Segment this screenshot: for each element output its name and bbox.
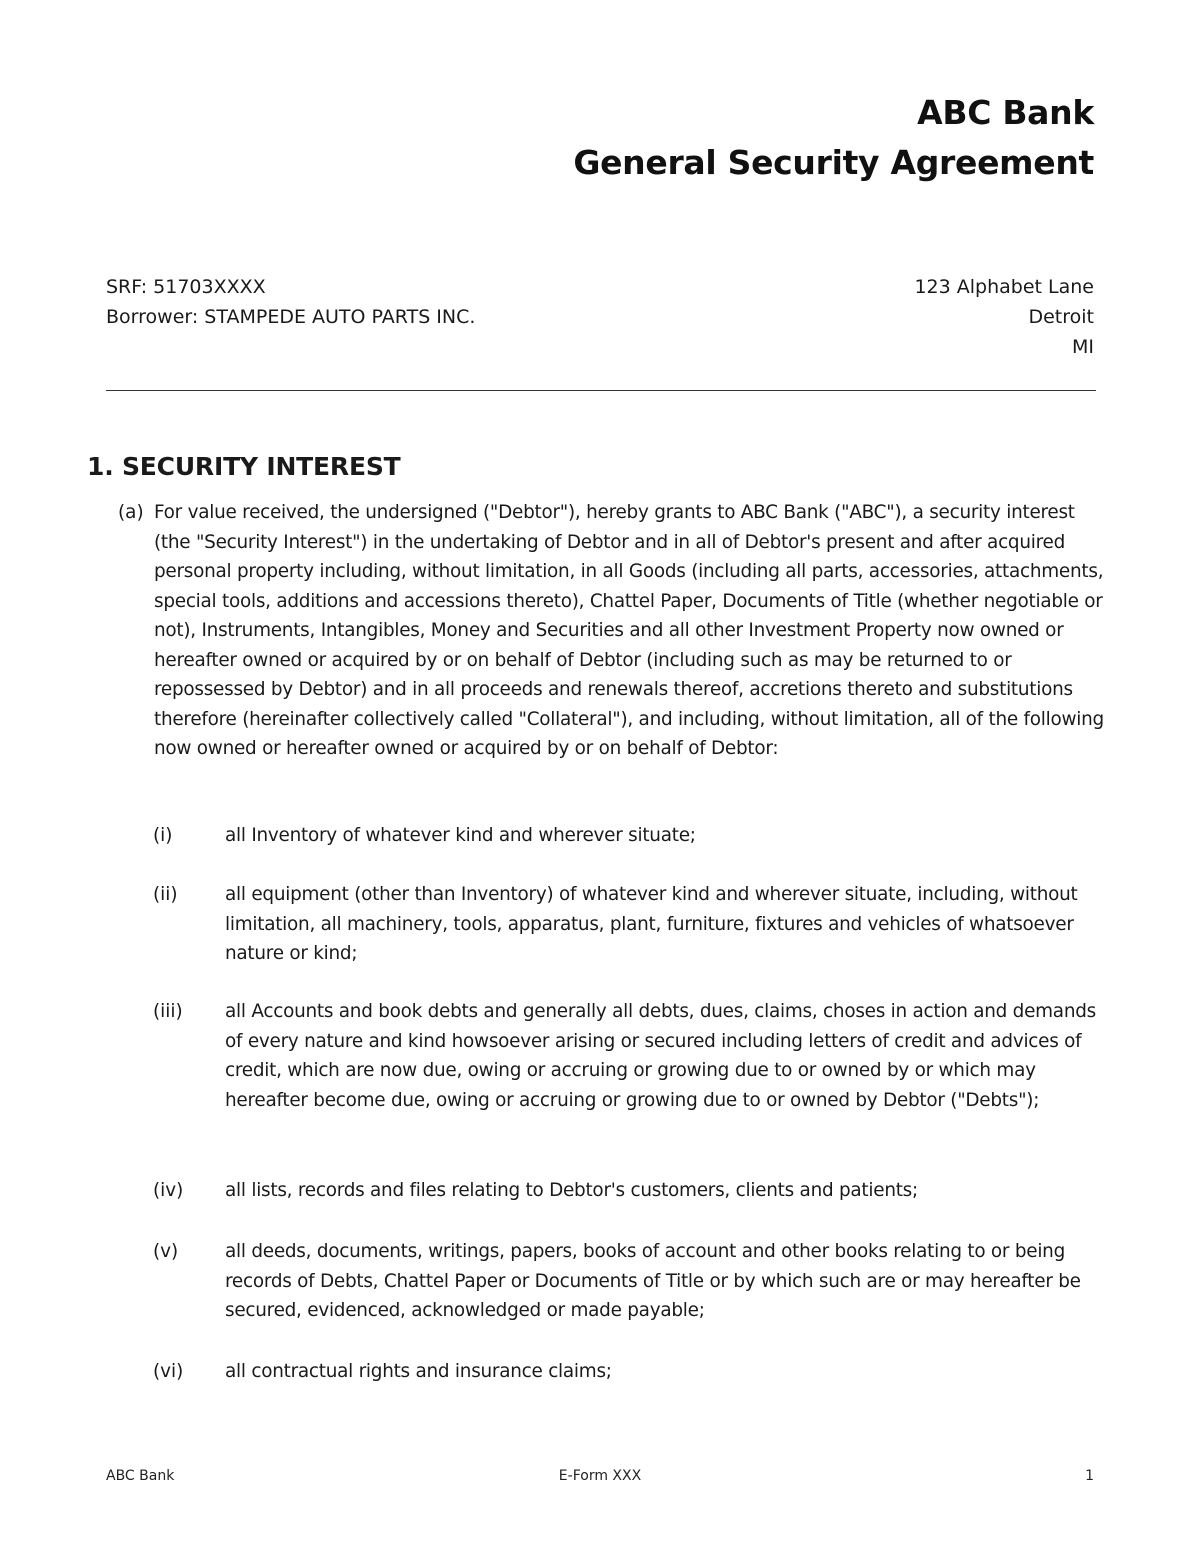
borrower-name: Borrower: STAMPEDE AUTO PARTS INC.	[106, 306, 476, 328]
list-item	[153, 1237, 1113, 1326]
reference-block	[106, 272, 475, 332]
list-item-text: all Accounts and book debts and generally all debts, dues, claims, choses in action and demands of every nature and kind howsoever arising or secured including letters of credit and advices of credit, which are now due, owing or accruing or growing due to or owned by or which may hereafter become due, owing or accruing or growing due to or owned by Debtor ("Debts");	[225, 1001, 1096, 1111]
paragraph-a	[118, 498, 1108, 764]
list-item-text: all contractual rights and insurance claims;	[225, 1361, 612, 1382]
list-item	[153, 997, 1113, 1115]
list-item-text: all deeds, documents, writings, papers, books of account and other books relating to or being records of Debts, Chattel Paper or Documents of Title or by which such are or may hereafter be secured, evidenced, acknowledged or made payable;	[225, 1241, 1081, 1321]
bank-name: ABC Bank	[917, 93, 1094, 132]
list-item-text: all Inventory of whatever kind and wherever situate;	[225, 825, 696, 846]
list-item-marker: (iii)	[153, 1001, 183, 1022]
address-street: 123 Alphabet Lane	[914, 276, 1094, 298]
list-item-marker: (vi)	[153, 1361, 184, 1382]
section-heading: 1. SECURITY INTEREST	[87, 452, 401, 481]
address-state: MI	[1072, 336, 1094, 358]
list-item-marker: (i)	[153, 825, 173, 846]
list-item-text: all lists, records and files relating to Debtor's customers, clients and patients;	[225, 1180, 918, 1201]
srf-number: SRF: 51703XXXX	[106, 276, 266, 298]
footer-form-id: E-Form XXX	[558, 1468, 642, 1484]
address-block	[914, 272, 1094, 362]
list-item-marker: (v)	[153, 1241, 179, 1262]
paragraph-text: For value received, the undersigned ("Debtor"), hereby grants to ABC Bank ("ABC"), a security interest (the "Security Interest") in the undertaking of Debtor and in all of Debtor's present and after acquired personal property including, without limitation, in all Goods (including all parts, accessories, attachments, special tools, additions and accessions thereto), Chattel Paper, Documents of Title (whether negotiable or not), Instruments, Intangibles, Money and Securities and all other Investment Property now owned or hereafter owned or acquired by or on behalf of Debtor (including such as may be returned to or repossessed by Debtor) and in all proceeds and renewals thereof, accretions thereto and substitutions therefore (hereinafter collectively called "Collateral"), and including, without limitation, all of the following now owned or hereafter owned or acquired by or on behalf of Debtor:	[154, 502, 1104, 759]
list-item	[153, 821, 1113, 851]
page-number: 1	[1085, 1468, 1094, 1484]
address-city: Detroit	[1028, 306, 1094, 328]
footer-bank-name: ABC Bank	[106, 1468, 175, 1484]
document-title: General Security Agreement	[573, 143, 1094, 182]
list-item	[153, 880, 1113, 969]
list-item-text: all equipment (other than Inventory) of whatever kind and wherever situate, including, without limitation, all machinery, tools, apparatus, plant, furniture, fixtures and vehicles of whatsoever nature or kind;	[225, 884, 1078, 964]
header-divider	[106, 390, 1096, 391]
list-item-marker: (iv)	[153, 1180, 184, 1201]
paragraph-marker: (a)	[118, 502, 144, 523]
list-item-marker: (ii)	[153, 884, 178, 905]
title-block	[573, 88, 1094, 188]
list-item	[153, 1176, 1113, 1206]
list-item	[153, 1357, 1113, 1387]
